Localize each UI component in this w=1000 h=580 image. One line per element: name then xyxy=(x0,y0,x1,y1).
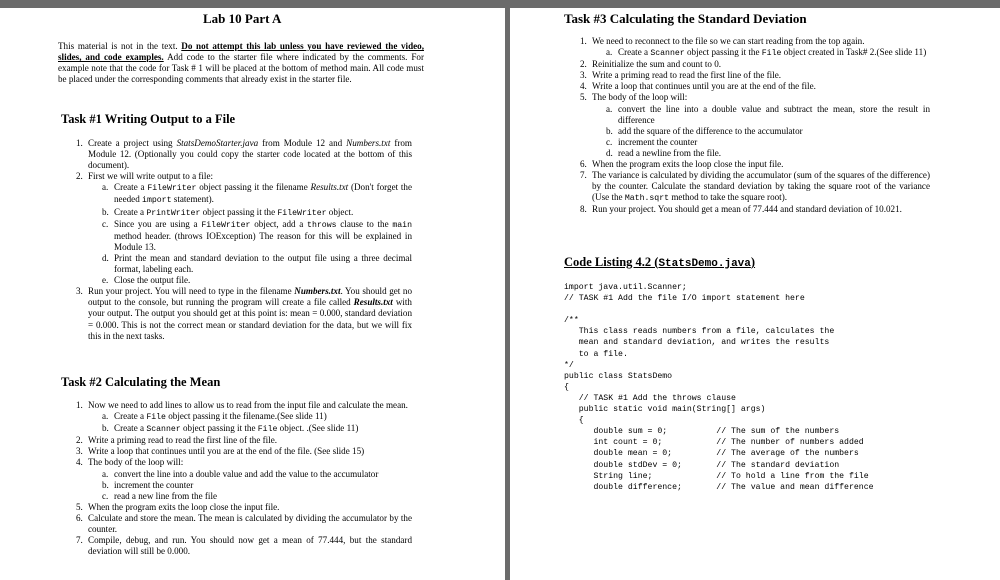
sub-item xyxy=(88,253,412,275)
text-run: Since you are using a xyxy=(114,218,202,229)
text-run: from Module 12 and xyxy=(258,138,347,148)
text-run: Print the mean and standard deviation to the output file using a three decimal format, labeling each. xyxy=(114,252,412,275)
code-line: public class StatsDemo xyxy=(564,371,673,381)
text-run: File xyxy=(257,425,278,435)
text-run: Write a loop that continues until you are at the end of the file. (See slide 15) xyxy=(88,446,365,457)
intro-paragraph xyxy=(58,41,424,85)
list-letter: c. xyxy=(102,490,109,501)
text-run: . You should get no output to the console, but running the program will create a file called xyxy=(88,286,412,308)
text-run: Now we need to add lines to allow us to read from the input file and calculate the mean. xyxy=(88,400,408,410)
text-run: Scanner xyxy=(146,425,181,435)
code-line: double mean = 0; // The average of the numbers xyxy=(564,449,859,459)
sub-item xyxy=(592,126,930,137)
list-number: 1. xyxy=(76,400,83,410)
code-heading-pre: Code Listing 4.2 ( xyxy=(564,255,659,269)
sub-item xyxy=(88,207,412,219)
text-run: object passing it the xyxy=(180,423,258,434)
text-run: statement). xyxy=(171,194,214,205)
list-number: 5. xyxy=(76,501,83,512)
text-run: Create a xyxy=(114,411,147,422)
list-number: 2. xyxy=(76,171,83,182)
text-run: (Don't forget the needed xyxy=(114,182,413,205)
text-run: Create a project using xyxy=(88,138,177,148)
text-run: Write a loop that continues until you are at the end of the file. xyxy=(592,81,816,92)
text-run: throws xyxy=(307,220,337,230)
task3-item-6 xyxy=(580,159,930,170)
text-run: object created in Task# 2.(See slide 11) xyxy=(781,47,927,58)
sub-item xyxy=(88,182,412,206)
code-line: // TASK #1 Add the file I/O import statement here xyxy=(564,294,805,304)
text-run: Numbers.txt xyxy=(346,138,391,148)
task3-item-7 xyxy=(580,170,930,204)
task2-item-5 xyxy=(76,502,412,513)
code-line: public static void main(String[] args) xyxy=(564,405,766,415)
text-run: We need to reconnect to the file so we can start reading from the top again. xyxy=(592,36,865,46)
list-letter: a. xyxy=(102,468,109,479)
list-number: 3. xyxy=(76,446,83,457)
task1-list xyxy=(76,138,412,342)
code-line: { xyxy=(564,382,569,392)
list-number: 1. xyxy=(76,138,83,148)
code-line: import java.util.Scanner; xyxy=(564,283,687,292)
text-run: Create a xyxy=(618,47,651,58)
text-run: FileWriter xyxy=(277,208,327,218)
text-run: Results.txt xyxy=(353,297,393,308)
text-run: add the square of the difference to the accumulator xyxy=(618,125,803,136)
text-run: Compile, debug, and run. You should now get a mean of 77.444, but the standard deviation will still be 0.000. xyxy=(88,535,412,557)
text-run: When the program exits the loop close the input file. xyxy=(88,501,280,512)
code-heading-post: ) xyxy=(750,255,756,269)
code-line: double difference; // The value and mean difference xyxy=(564,482,874,492)
task2-heading: Task #2 Calculating the Mean xyxy=(61,375,221,389)
page-left xyxy=(0,8,505,580)
list-letter: b. xyxy=(606,125,613,136)
text-run: Write a priming read to read the first line of the file. xyxy=(88,435,278,446)
task2-item-4 xyxy=(76,457,412,501)
text-run: When the program exits the loop close the input file. xyxy=(592,159,784,170)
sub-item xyxy=(88,491,412,502)
text-run: object passing it the filename.(See slide 11) xyxy=(165,411,327,422)
sub-item xyxy=(592,137,930,148)
list-number: 6. xyxy=(76,512,83,523)
list-number: 1. xyxy=(580,36,587,46)
task3-item-3 xyxy=(580,70,930,81)
text-run: Numbers.txt xyxy=(294,286,341,297)
text-run: Close the output file. xyxy=(114,275,191,286)
code-line: This class reads numbers from a file, calculates the xyxy=(564,327,835,337)
list-letter: c. xyxy=(102,218,109,229)
text-run: Results.txt xyxy=(310,182,349,193)
text-run: The body of the loop will: xyxy=(592,92,688,103)
list-number: 7. xyxy=(580,170,587,181)
text-run: with your output. The output you should get at this point is: mean = 0.000, standard deviation = 0.000. This is not the correct mean or standard deviation for the data, but we will fix this in the next tasks. xyxy=(88,297,412,341)
code-line: /** xyxy=(564,316,579,326)
text-run: Run your project. You will need to type in the filename xyxy=(88,286,295,297)
text-run: clause to the xyxy=(336,218,393,229)
list-number: 3. xyxy=(76,286,83,297)
text-run: increment the counter xyxy=(114,479,194,490)
code-line: String line; // To hold a line from the file xyxy=(564,471,869,481)
sub-item xyxy=(88,480,412,491)
text-run: read a newline from the file. xyxy=(618,147,722,158)
task3-heading: Task #3 Calculating the Standard Deviation xyxy=(564,11,807,26)
text-run: object passing it the xyxy=(684,47,762,58)
task1-item-2 xyxy=(76,171,412,286)
intro-text: This material is not in the text. xyxy=(58,41,182,51)
text-run: Scanner xyxy=(650,49,685,59)
list-letter: a. xyxy=(102,182,109,193)
list-number: 7. xyxy=(76,535,83,546)
text-run: object. xyxy=(326,206,354,217)
text-run: Reinitialize the sum and count to 0. xyxy=(592,59,722,70)
text-run: The variance is calculated by dividing the accumulator (sum of the squares of the difference) by the counter. Calculate the standard deviation by taking the square root of the variance (Use the xyxy=(592,170,930,203)
list-letter: b. xyxy=(102,479,109,490)
code-listing xyxy=(564,282,874,493)
list-number: 2. xyxy=(580,59,587,70)
text-run: object passing it the filename xyxy=(196,182,311,193)
text-run: read a new line from the file xyxy=(114,490,218,501)
task3-sublist xyxy=(592,47,930,59)
intro-warning: Do not attempt this lab unless you have reviewed the video, slides, and code examples. xyxy=(58,41,424,62)
task2-item-7 xyxy=(76,535,412,557)
task3-list xyxy=(580,36,930,216)
task2-item-2 xyxy=(76,435,412,446)
sub-item xyxy=(88,423,412,435)
text-run: File xyxy=(761,49,782,59)
text-run: FileWriter xyxy=(201,220,251,230)
task3-item-8 xyxy=(580,204,930,215)
sub-item xyxy=(88,219,412,253)
list-number: 6. xyxy=(580,159,587,170)
sub-item xyxy=(88,275,412,286)
task1-sublist xyxy=(88,182,412,286)
list-letter: b. xyxy=(102,423,109,434)
code-line: double sum = 0; // The sum of the numbers xyxy=(564,427,840,437)
code-line: int count = 0; // The number of numbers added xyxy=(564,438,864,448)
list-number: 5. xyxy=(580,92,587,103)
text-run: FileWriter xyxy=(147,184,197,194)
sub-item xyxy=(88,469,412,480)
list-letter: b. xyxy=(102,206,109,217)
task1-heading: Task #1 Writing Output to a File xyxy=(61,112,236,126)
text-run: Write a priming read to read the first line of the file. xyxy=(592,70,782,81)
task2-list xyxy=(76,400,412,557)
list-letter: e. xyxy=(102,275,109,286)
task2-item-1 xyxy=(76,400,412,435)
task2-sublist xyxy=(88,469,412,502)
text-run: increment the counter xyxy=(618,136,698,147)
text-run: object, add a xyxy=(250,218,308,229)
list-number: 3. xyxy=(580,70,587,81)
list-letter: d. xyxy=(606,147,613,158)
sub-item xyxy=(592,47,930,59)
text-run: File xyxy=(146,413,166,423)
task2-sublist xyxy=(88,411,412,435)
text-run: object. .(See slide 11) xyxy=(277,423,359,434)
list-number: 2. xyxy=(76,435,83,446)
code-heading-file: StatsDemo.java xyxy=(658,258,751,270)
text-run: First we will write output to a file: xyxy=(88,171,214,182)
text-run: The body of the loop will: xyxy=(88,457,184,468)
text-run: PrintWriter xyxy=(146,208,201,218)
list-letter: c. xyxy=(606,136,613,147)
intro-text-2: Add code to the starter file where indicated by the comments. For example note that the code for Task # 1 will be placed at the bottom of method main. All code must be placed under the corresponding comments that already exist in the starter file. xyxy=(58,52,424,84)
page-right xyxy=(510,8,1000,580)
text-run: convert the line into a double value and subtract the mean, store the result in difference xyxy=(618,103,930,125)
list-number: 4. xyxy=(580,81,587,92)
text-run: Create a xyxy=(114,423,147,434)
sub-item xyxy=(88,411,412,423)
code-listing-heading xyxy=(564,255,755,270)
code-line: to a file. xyxy=(564,349,628,359)
text-run: StatsDemoStarter.java xyxy=(176,138,259,148)
list-number: 8. xyxy=(580,204,587,215)
text-run: import xyxy=(142,196,172,206)
task2-item-6 xyxy=(76,513,412,535)
list-letter: a. xyxy=(606,47,613,58)
code-line: // TASK #1 Add the throws clause xyxy=(564,393,736,403)
list-letter: d. xyxy=(102,252,109,263)
sub-item xyxy=(592,148,930,159)
task1-item-1 xyxy=(76,138,412,171)
task3-item-4 xyxy=(580,81,930,92)
lab-title: Lab 10 Part A xyxy=(203,11,282,26)
list-number: 4. xyxy=(76,457,83,468)
task3-sublist xyxy=(592,104,930,159)
text-run: Create a xyxy=(114,182,148,193)
task3-item-2 xyxy=(580,59,930,70)
text-run: convert the line into a double value and add the value to the accumulator xyxy=(114,468,379,479)
text-run: Calculate and store the mean. The mean is calculated by dividing the accumulator by the counter. xyxy=(88,512,412,535)
text-run: main xyxy=(392,220,412,230)
task2-item-3 xyxy=(76,446,412,457)
text-run: method to take the square root). xyxy=(669,192,787,203)
text-run: method header. (throws IOException) The reason for this will be explained in Module 13. xyxy=(114,230,412,252)
list-letter: a. xyxy=(606,103,613,114)
code-line: mean and standard deviation, and writes the results xyxy=(564,338,830,348)
task3-item-1 xyxy=(580,36,930,59)
task1-item-3 xyxy=(76,286,412,341)
sub-item xyxy=(592,104,930,126)
list-letter: a. xyxy=(102,411,109,422)
text-run: Math.sqrt xyxy=(624,194,670,204)
text-run: Run your project. You should get a mean of 77.444 and standard deviation of 10.021. xyxy=(592,204,902,215)
task3-item-5 xyxy=(580,92,930,159)
text-run: Create a xyxy=(114,206,147,217)
text-run: object passing it the xyxy=(200,206,278,217)
code-line: { xyxy=(564,416,584,426)
text-run: from Module 12. (Optionally you could copy the starter code located at the bottom of this document). xyxy=(88,138,412,171)
code-line: double stdDev = 0; // The standard deviation xyxy=(564,460,840,470)
code-line xyxy=(564,304,874,315)
code-line: */ xyxy=(564,360,574,370)
